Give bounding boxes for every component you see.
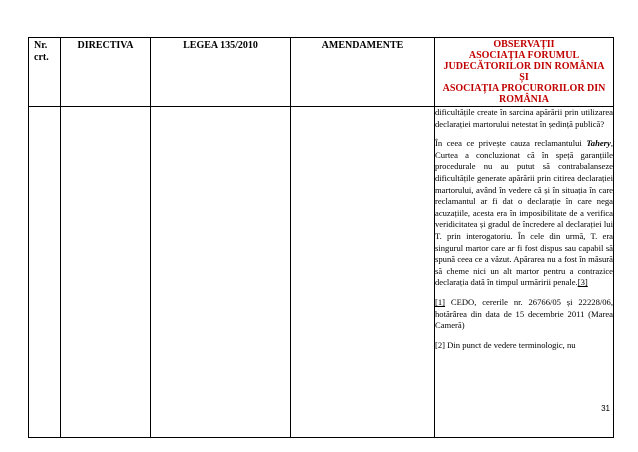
paragraph-text: În ceea ce privește cauza reclamantului xyxy=(435,138,587,149)
header-amendamente: AMENDAMENTE xyxy=(291,38,435,107)
observatii-paragraph-1: dificultățile create în sarcina apărării prin utilizarea declarației martorului netestat în ședință publică? xyxy=(435,107,613,129)
header-observatii-line: ROMÂNIA xyxy=(499,94,549,105)
cell-directiva xyxy=(61,107,151,438)
footnote-link-1[interactable]: [1] xyxy=(435,296,446,307)
header-observatii-line: OBSERVAȚII xyxy=(493,39,555,50)
observatii-paragraph-2 xyxy=(435,138,613,289)
paragraph-text: , Curtea a concluzionat că în speță garanțiile procedurale nu au putut să contrabalanseze dificultățile generate apărării prin citirea declarației martorului, având în vedere că și în situația în care reclamantul ar fi dat o declarație în care nega acuzațiile, acesta era în imposibilitate de a verifica veridicitatea și gradul de încredere al declarației lui T. prin interogatoriu. În cele din urmă, T. era singurul martor care ar fi fost dispus sau capabil să spună ceea ce a văzut. Apărarea nu a fost în măsură să cheme nici un alt martor pentru a contrazice declarația dată în timpul urmăririi penale. xyxy=(435,138,613,288)
footnote-1 xyxy=(435,297,613,332)
footnote-link-3[interactable]: [3] xyxy=(577,277,588,288)
header-legea: LEGEA 135/2010 xyxy=(151,38,291,107)
footnote-2: [2] Din punct de vedere terminologic, nu xyxy=(435,339,576,350)
cell-nr xyxy=(29,107,61,438)
header-observatii xyxy=(435,38,614,107)
cell-amendamente xyxy=(291,107,435,438)
footnote-text: CEDO, cererile nr. 26766/05 și 22228/06, hotărârea din data de 15 decembrie 2011 (Marea Cameră) xyxy=(435,296,613,331)
table-row xyxy=(29,107,614,438)
header-observatii-line: ASOCIAȚIA FORUMUL xyxy=(468,50,580,61)
header-observatii-line: ȘI xyxy=(519,72,529,83)
header-nr-crt xyxy=(29,38,61,107)
table-header-row xyxy=(29,38,614,107)
cell-observatii xyxy=(435,107,614,438)
header-observatii-line: JUDECĂTORILOR DIN ROMÂNIA xyxy=(443,61,605,72)
header-directiva: DIRECTIVA xyxy=(61,38,151,107)
header-crt: crt. xyxy=(34,52,49,63)
amendments-table xyxy=(28,37,614,438)
case-name: Tahery xyxy=(586,138,611,149)
header-nr: Nr. xyxy=(34,40,48,51)
cell-legea xyxy=(151,107,291,438)
header-observatii-line: ASOCIAȚIA PROCURORILOR DIN xyxy=(442,83,606,94)
page-number: 31 xyxy=(601,404,610,413)
